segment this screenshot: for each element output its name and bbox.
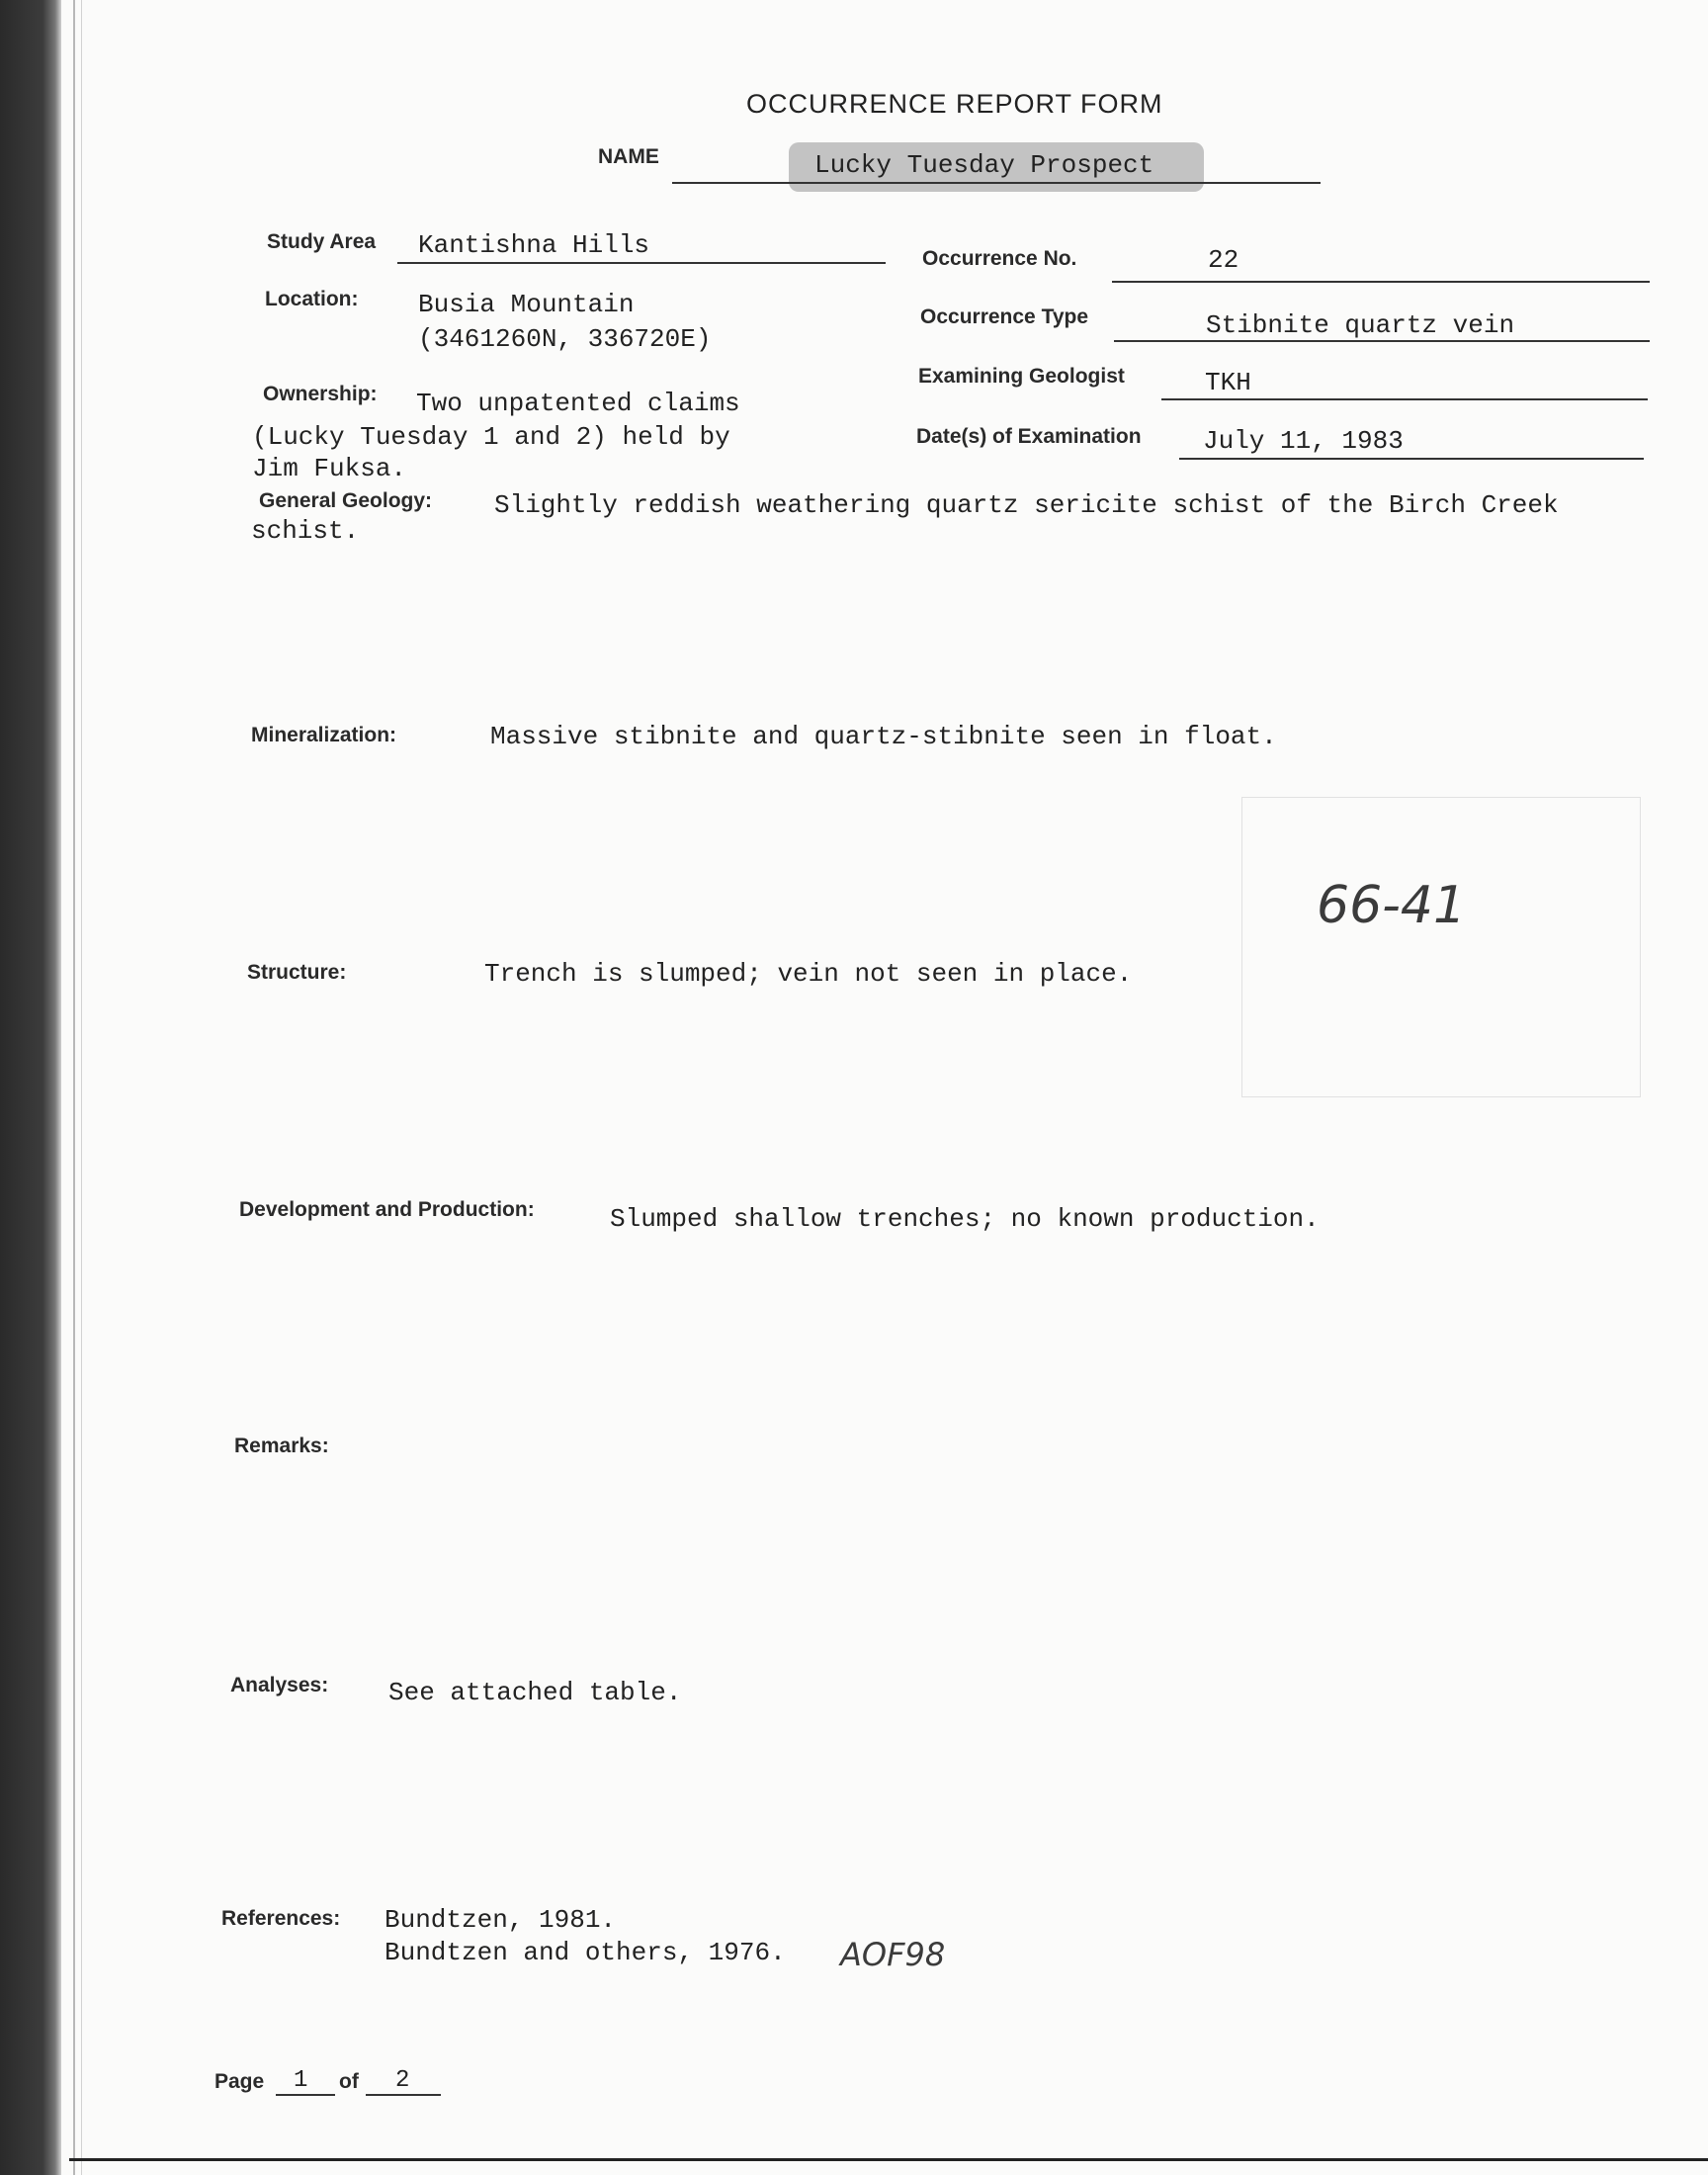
remarks-label: Remarks:: [234, 1435, 329, 1457]
location-line-1: Busia Mountain: [418, 290, 635, 319]
general-geology-label: General Geology:: [259, 489, 433, 512]
examining-geologist-label: Examining Geologist: [918, 365, 1125, 388]
occurrence-no-label: Occurrence No.: [922, 247, 1077, 270]
mineralization-value: Massive stibnite and quartz-stibnite seen in float.: [490, 722, 1277, 751]
development-value: Slumped shallow trenches; no known production.: [610, 1204, 1320, 1234]
analyses-label: Analyses:: [230, 1674, 329, 1696]
handwritten-number: 66-41: [1317, 876, 1467, 935]
ownership-label: Ownership:: [263, 383, 378, 405]
annotation-box: [1241, 797, 1641, 1097]
study-area-value: Kantishna Hills: [418, 230, 650, 260]
dates-value: July 11, 1983: [1203, 426, 1404, 456]
general-geology-line-2: schist.: [251, 516, 360, 546]
occurrence-type-label: Occurrence Type: [920, 305, 1089, 328]
location-label: Location:: [265, 288, 359, 310]
page-edge-inner: [81, 0, 82, 2175]
page-number-underline: [276, 2094, 335, 2096]
binding-spine: [0, 0, 61, 2175]
location-line-2: (3461260N, 336720E): [418, 324, 712, 354]
analyses-value: See attached table.: [388, 1678, 682, 1707]
page-number: 1: [294, 2067, 308, 2094]
structure-label: Structure:: [247, 961, 347, 984]
examining-geologist-value: TKH: [1205, 368, 1251, 397]
page-label: Page: [214, 2070, 265, 2093]
form-title: OCCURRENCE REPORT FORM: [746, 89, 1163, 119]
mineralization-label: Mineralization:: [251, 724, 397, 746]
name-label: NAME: [598, 145, 659, 168]
ownership-line-3: Jim Fuksa.: [252, 454, 407, 483]
occurrence-no-underline: [1112, 281, 1650, 283]
occurrence-no-value: 22: [1208, 245, 1239, 275]
study-area-underline: [397, 262, 886, 264]
references-line-2: Bundtzen and others, 1976.: [384, 1938, 786, 1967]
examining-geologist-underline: [1161, 398, 1648, 400]
page-total: 2: [395, 2067, 410, 2094]
ownership-line-2: (Lucky Tuesday 1 and 2) held by: [252, 422, 730, 452]
references-line-1: Bundtzen, 1981.: [384, 1905, 617, 1935]
occurrence-type-underline: [1114, 340, 1650, 342]
handwritten-ref: AOF98: [840, 1936, 946, 1973]
page-total-underline: [366, 2094, 441, 2096]
name-underline: [672, 182, 1321, 184]
name-value: Lucky Tuesday Prospect: [814, 150, 1154, 180]
dates-underline: [1179, 458, 1644, 460]
page-edge: [73, 0, 75, 2175]
ownership-line-1: Two unpatented claims: [416, 389, 740, 418]
general-geology-line-1: Slightly reddish weathering quartz sericite schist of the Birch Creek: [494, 490, 1559, 520]
bottom-page-edge: [69, 2158, 1708, 2161]
development-label: Development and Production:: [239, 1198, 535, 1221]
study-area-label: Study Area: [267, 230, 377, 253]
dates-label: Date(s) of Examination: [916, 425, 1142, 448]
of-label: of: [339, 2070, 359, 2093]
references-label: References:: [221, 1907, 341, 1930]
occurrence-type-value: Stibnite quartz vein: [1206, 310, 1515, 340]
structure-value: Trench is slumped; vein not seen in place.: [484, 959, 1133, 989]
